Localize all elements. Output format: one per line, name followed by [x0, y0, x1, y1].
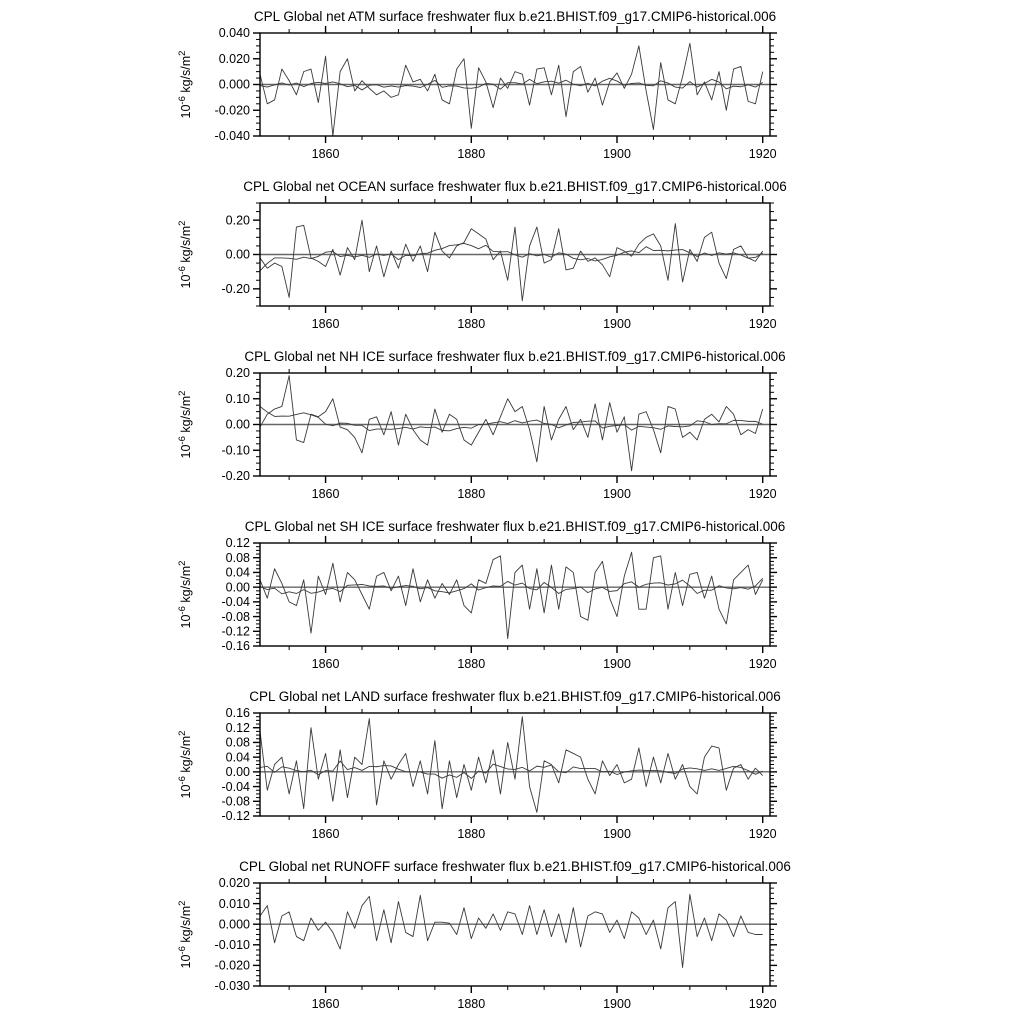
panel-chart — [0, 0, 1024, 170]
y-tick-label: 0.00 — [225, 580, 250, 595]
panel-title: CPL Global net NH ICE surface freshwater flux b.e21.BHIST.f09_g17.CMIP6-historical.006 — [244, 349, 786, 364]
smoothed-series-line — [260, 761, 763, 778]
y-tick-label: 0.000 — [218, 77, 250, 92]
y-tick-label: 0.00 — [225, 417, 250, 432]
panel-chart — [0, 340, 1024, 510]
y-tick-label: -0.12 — [221, 624, 250, 639]
x-tick-label: 1860 — [311, 827, 340, 841]
panel-5 — [0, 680, 1024, 850]
panel-title: CPL Global net RUNOFF surface freshwater flux b.e21.BHIST.f09_g17.CMIP6-historical.006 — [239, 859, 791, 874]
x-tick-label: 1920 — [748, 317, 777, 331]
x-tick-label: 1860 — [311, 997, 340, 1011]
y-tick-label: -0.16 — [221, 639, 250, 654]
y-tick-label: 0.040 — [218, 26, 250, 41]
x-tick-label: 1920 — [748, 487, 777, 501]
x-tick-label: 1920 — [748, 827, 777, 841]
y-tick-label: -0.030 — [214, 979, 250, 994]
panel-chart — [0, 510, 1024, 680]
axis-box — [260, 883, 770, 986]
y-tick-label: 0.04 — [225, 565, 250, 580]
x-tick-label: 1880 — [457, 657, 486, 671]
y-tick-label: -0.020 — [214, 103, 250, 118]
panel-title: CPL Global net LAND surface freshwater flux b.e21.BHIST.f09_g17.CMIP6-historical.006 — [249, 689, 781, 704]
panel-chart — [0, 850, 1024, 1020]
y-tick-label: 0.08 — [225, 550, 250, 565]
y-tick-label: 0.12 — [225, 720, 250, 735]
panel-chart — [0, 680, 1024, 850]
x-tick-label: 1900 — [603, 997, 631, 1011]
y-tick-label: -0.040 — [214, 129, 250, 144]
y-tick-label: 0.10 — [225, 391, 250, 406]
y-axis-unit-label: $10^{-6}$ $kg/s/m^2$ — [177, 900, 193, 969]
panel-title: CPL Global net OCEAN surface freshwater flux b.e21.BHIST.f09_g17.CMIP6-historical.006 — [243, 179, 787, 194]
y-tick-label: -0.12 — [221, 809, 250, 824]
y-axis-unit-label: $10^{-6}$ $kg/s/m^2$ — [177, 730, 193, 799]
y-tick-label: -0.20 — [221, 282, 250, 297]
x-tick-label: 1920 — [748, 147, 777, 161]
y-tick-label: 0.000 — [218, 917, 250, 932]
x-tick-label: 1880 — [457, 317, 486, 331]
annual-series-line — [260, 220, 763, 301]
y-tick-label: 0.12 — [225, 536, 250, 551]
y-tick-label: 0.020 — [218, 51, 250, 66]
y-tick-label: 0.020 — [218, 876, 250, 891]
annual-series-line — [260, 552, 763, 638]
panel-2 — [0, 170, 1024, 340]
panel-4 — [0, 510, 1024, 680]
annual-series-line — [260, 43, 763, 136]
y-axis-unit-label: $10^{-6}$ $kg/s/m^2$ — [177, 220, 193, 289]
y-axis-unit-label: $10^{-6}$ $kg/s/m^2$ — [177, 560, 193, 629]
panel-3 — [0, 340, 1024, 510]
x-tick-label: 1900 — [603, 827, 631, 841]
x-tick-label: 1880 — [457, 997, 486, 1011]
panel-1 — [0, 0, 1024, 170]
x-tick-label: 1920 — [748, 657, 777, 671]
y-tick-label: -0.20 — [221, 469, 250, 484]
y-tick-label: 0.08 — [225, 735, 250, 750]
axis-box — [260, 543, 770, 646]
panel-chart — [0, 170, 1024, 340]
y-tick-label: -0.08 — [221, 609, 250, 624]
y-tick-label: -0.04 — [221, 595, 250, 610]
y-tick-label: -0.08 — [221, 794, 250, 809]
y-tick-label: -0.10 — [221, 443, 250, 458]
y-tick-label: 0.010 — [218, 896, 250, 911]
y-axis-unit-label: $10^{-6}$ $kg/s/m^2$ — [177, 50, 193, 119]
y-tick-label: -0.020 — [214, 958, 250, 973]
annual-series-line — [260, 717, 763, 813]
x-tick-label: 1860 — [311, 657, 340, 671]
y-tick-label: 0.20 — [225, 366, 250, 381]
x-tick-label: 1880 — [457, 487, 486, 501]
x-tick-label: 1920 — [748, 997, 777, 1011]
y-tick-label: 0.16 — [225, 706, 250, 721]
annual-series-line — [260, 894, 763, 967]
x-tick-label: 1900 — [603, 487, 631, 501]
panel-6 — [0, 850, 1024, 1020]
y-tick-label: 0.20 — [225, 213, 250, 228]
x-tick-label: 1880 — [457, 827, 486, 841]
x-tick-label: 1860 — [311, 487, 340, 501]
annual-series-line — [260, 376, 763, 471]
y-axis-unit-label: $10^{-6}$ $kg/s/m^2$ — [177, 390, 193, 459]
y-tick-label: 0.04 — [225, 750, 250, 765]
x-tick-label: 1900 — [603, 317, 631, 331]
x-tick-label: 1900 — [603, 147, 631, 161]
x-tick-label: 1880 — [457, 147, 486, 161]
y-tick-label: 0.00 — [225, 247, 250, 262]
x-tick-label: 1860 — [311, 317, 340, 331]
y-tick-label: -0.010 — [214, 938, 250, 952]
axis-box — [260, 713, 770, 816]
panel-title: CPL Global net ATM surface freshwater flux b.e21.BHIST.f09_g17.CMIP6-historical.006 — [253, 9, 777, 24]
y-tick-label: 0.00 — [225, 765, 250, 780]
panel-title: CPL Global net SH ICE surface freshwater flux b.e21.BHIST.f09_g17.CMIP6-historical.006 — [244, 519, 786, 534]
y-tick-label: -0.04 — [221, 779, 250, 794]
x-tick-label: 1860 — [311, 147, 340, 161]
x-tick-label: 1900 — [603, 657, 631, 671]
